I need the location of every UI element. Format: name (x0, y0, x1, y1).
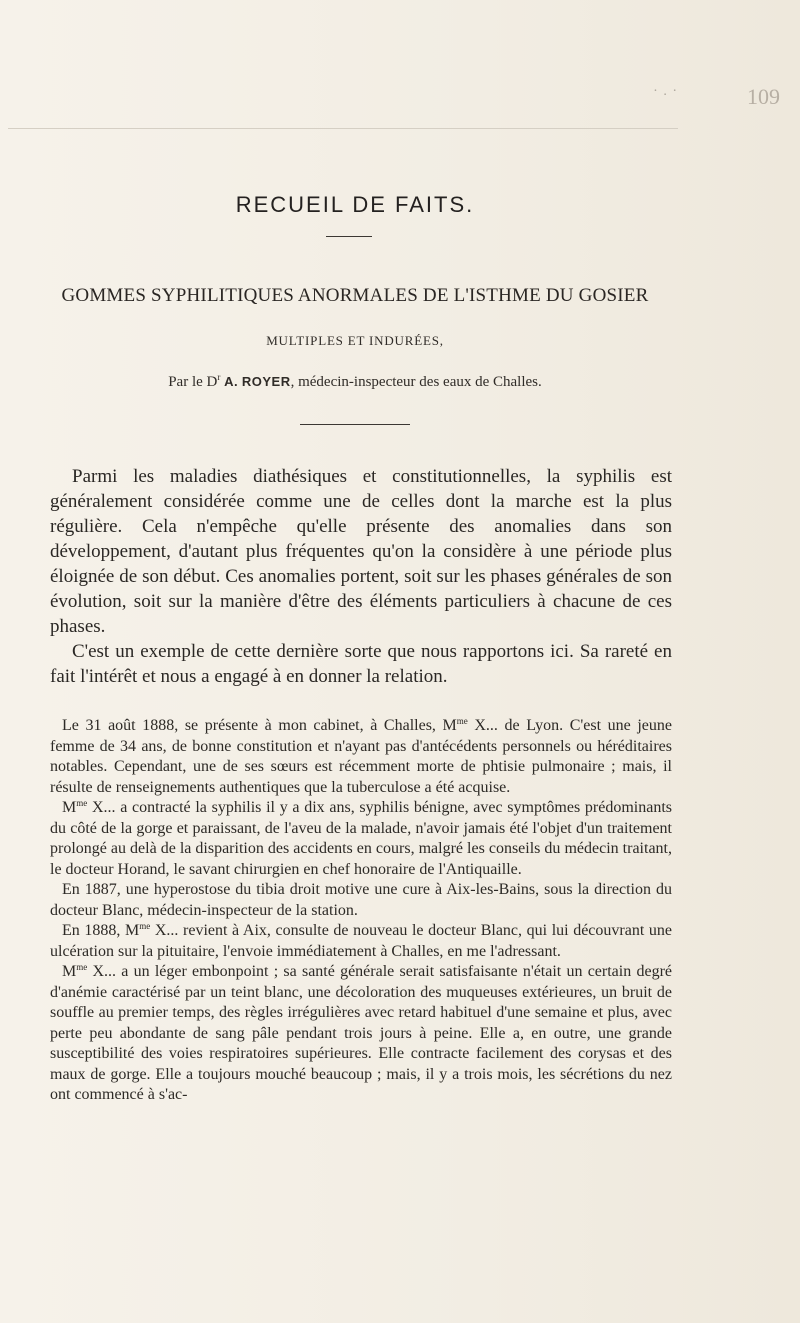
case-sup: me (456, 716, 468, 726)
case-text: En 1888, M (62, 922, 140, 939)
section-divider (326, 236, 372, 237)
case-paragraph (50, 716, 672, 798)
byline-author: ROYER (241, 374, 291, 389)
article-subtitle: MULTIPLES ET INDURÉES, (266, 333, 444, 348)
byline-initial: A. (224, 374, 239, 389)
case-sup: me (139, 921, 151, 931)
byline-title-sup: r (217, 372, 221, 382)
intro-paragraph: Parmi les maladies diathésiques et constitutionnelles, la syphilis est généralement considérée comme une de celles dont la marche est la plus régulière. Cela n'empêche qu'elle présente des anomalies dans son développement, d'autant plus fréquentes qu'on la considère à une période plus éloignée de son début. Ces anomalies portent, soit sur les phases générales de son évolution, soit sur la manière d'être des éléments particuliers à chacune de ces phases. (50, 466, 672, 637)
intro-paragraph: C'est un exemple de cette dernière sorte que nous rapportons ici. Sa rareté en fait l'intérêt et nous a engagé à en donner la relation. (50, 641, 672, 687)
case-text: X... a contracté la syphilis il y a dix ans, syphilis bénigne, avec symptômes prédominants du côté de la gorge et paraissant, de l'aveu de la malade, n'avoir jamais été l'objet d'un traitement prolongé au delà de la disparition des accidents en cours, malgré les conseils du médecin traitant, le docteur Horand, le savant chirurgien en chef honoraire de l'Antiquaille. (50, 799, 672, 878)
byline-suffix: , médecin-inspecteur des eaux de Challes. (290, 374, 542, 390)
case-text: M (62, 963, 77, 980)
case-sup: me (76, 962, 88, 972)
case-text: X... revient à Aix, consulte de nouveau le docteur Blanc, qui lui découvrant une ulcération sur la pituitaire, l'envoie immédiatement à Challes, en me l'adressant. (50, 922, 672, 960)
case-paragraph (50, 798, 672, 880)
case-report (50, 716, 672, 1106)
header-rule (8, 128, 678, 129)
case-paragraph (50, 921, 672, 962)
introduction (50, 464, 672, 689)
case-sup: me (76, 798, 88, 808)
byline (0, 374, 710, 391)
case-paragraph: En 1887, une hyperostose du tibia droit motive une cure à Aix-les-Bains, sous la direction du docteur Blanc, médecin-inspecteur de la station. (50, 881, 672, 919)
article-title: GOMMES SYPHILITIQUES ANORMALES DE L'ISTHME DU GOSIER (61, 285, 649, 306)
byline-prefix: Par le D (168, 374, 218, 390)
page-number: 109 (747, 84, 780, 109)
case-paragraph (50, 962, 672, 1106)
case-text: M (62, 799, 77, 816)
bleed-through-mark: · . · (653, 84, 678, 99)
case-text: Le 31 août 1888, se présente à mon cabinet, à Challes, M (62, 717, 457, 734)
case-text: X... a un léger embonpoint ; sa santé générale serait satisfaisante n'était un certain degré d'anémie caractérisé par un teint blanc, une décoloration des muqueuses extérieures, un bruit de souffle au premier temps, des règles irrégulières avec retard habituel d'une semaine et plus, avec perte peu abondante de sang pâle pendant trois jours à peine. Elle a, en outre, une grande susceptibilité des voies respiratoires supérieures. Elle contracte facilement des corysas et des maux de gorge. Elle a toujours mouché beaucoup ; mais, il y a trois mois, les sécrétions du nez ont commencé à s'ac- (50, 963, 672, 1103)
section-title: RECUEIL DE FAITS. (235, 192, 475, 217)
case-text: X... de Lyon. C'est une jeune femme de 34 ans, de bonne constitution et n'ayant pas d'antécédents personnels ou héréditaires notables. Cependant, une de ses sœurs est récemment morte de phtisie pulmonaire ; mais, il résulte de renseignements authentiques que la tuberculose a été acquise. (50, 717, 672, 796)
title-divider (300, 424, 410, 425)
